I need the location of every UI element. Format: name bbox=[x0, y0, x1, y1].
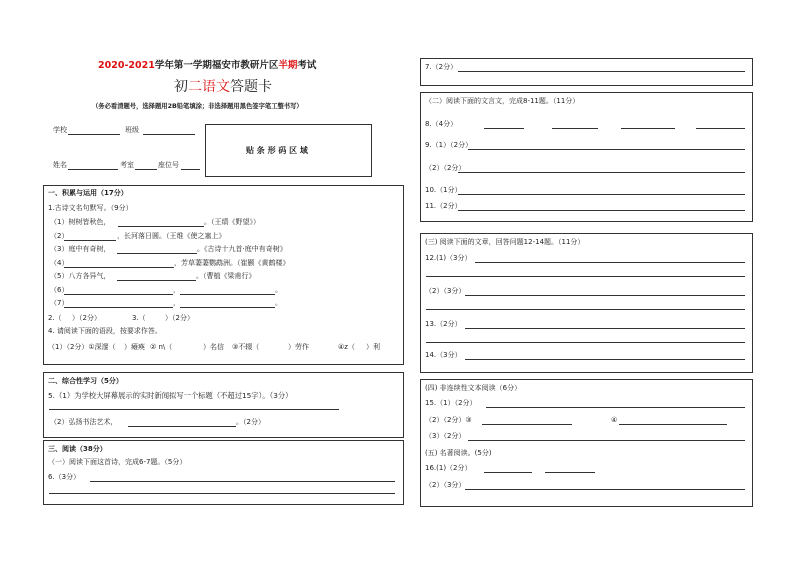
q1-5-source: 。（曹植《梁甫行》 bbox=[196, 272, 256, 280]
q6-line-2[interactable] bbox=[49, 493, 395, 494]
barcode-area bbox=[205, 124, 372, 177]
q8-blank-2[interactable] bbox=[552, 128, 598, 129]
q1-1-source: 。（王绩《野望》） bbox=[204, 218, 260, 226]
q4-1d: ）名信 bbox=[203, 343, 224, 351]
barcode-label: 贴 条 形 码 区 域 bbox=[246, 146, 308, 155]
q5-2-prefix: （2）弘扬书法艺术， bbox=[50, 418, 118, 426]
q4-1g: ④z（ bbox=[338, 343, 355, 351]
q15-1-line[interactable] bbox=[486, 407, 745, 408]
q10-line[interactable] bbox=[458, 194, 745, 195]
q6-line-1[interactable] bbox=[90, 481, 395, 482]
q15-2-mark-4: ④ bbox=[611, 416, 618, 424]
q13-line[interactable] bbox=[465, 328, 745, 329]
q5-2-blank[interactable] bbox=[128, 426, 236, 427]
right-q7-box bbox=[420, 58, 753, 86]
q10-label: 10.（1分） bbox=[425, 186, 462, 194]
exam-year: 2020-2021 bbox=[98, 60, 155, 71]
q16-2-line[interactable] bbox=[465, 489, 745, 490]
q1-6-blank-a[interactable] bbox=[64, 294, 173, 295]
q1-6-num: （6） bbox=[50, 286, 69, 294]
q12-label: 12.(1)（3分） bbox=[425, 254, 472, 262]
school-label: 学校 bbox=[53, 126, 67, 134]
sub-1-title: （一）阅读下面这首诗，完成6-7题。（5分） bbox=[48, 458, 187, 466]
q1-7-num: （7） bbox=[50, 299, 69, 307]
q9-1-line[interactable] bbox=[468, 149, 745, 150]
room-field[interactable] bbox=[135, 169, 157, 170]
q1-3-blank[interactable] bbox=[117, 253, 197, 254]
q1-2-blank[interactable] bbox=[64, 240, 116, 241]
q4-1h: ）利 bbox=[366, 343, 380, 351]
answer-card-title bbox=[174, 80, 272, 94]
q1-7-blank-b[interactable] bbox=[180, 307, 275, 308]
q4-1f: ）劳作 bbox=[288, 343, 309, 351]
q15-2-blank-3[interactable] bbox=[482, 424, 572, 425]
seat-field[interactable] bbox=[181, 169, 200, 170]
q9-label: 9.（1）（2分） bbox=[425, 141, 473, 149]
q1-3-source: 。《古诗十九首·庭中有奇树》 bbox=[197, 245, 287, 253]
q5-text: 5.（1）为学校大屏幕展示的实时新闻拟写一个标题（不超过15字）。（3分） bbox=[48, 391, 293, 400]
q7-line[interactable] bbox=[458, 71, 745, 72]
q5-1-line[interactable] bbox=[49, 409, 339, 410]
q15-2-blank-4[interactable] bbox=[619, 424, 727, 425]
q12-2-label: （2）（3分） bbox=[425, 287, 466, 295]
title-subject: 二语文 bbox=[188, 79, 230, 95]
sub-2-title: （二）阅读下面的文言文，完成8-11题。（11分） bbox=[425, 97, 580, 105]
q1-5-blank[interactable] bbox=[117, 280, 196, 281]
q1-3-prefix: （3）庭中有奇树， bbox=[50, 245, 111, 253]
q15-3-line[interactable] bbox=[468, 440, 745, 441]
title-prefix: 初 bbox=[174, 79, 188, 95]
exam-title-mid: 学年第一学期福安市教研片区 bbox=[154, 60, 279, 71]
q11-label: 11.（2分） bbox=[425, 202, 462, 210]
q5-2-suffix: 。（2分） bbox=[236, 418, 265, 426]
q16-label: 16.(1)（2分） bbox=[425, 464, 472, 472]
class-label: 班级 bbox=[125, 126, 139, 134]
q15-label: 15.（1）（2分） bbox=[425, 399, 477, 407]
q1-2-source: ，长河落日圆。（王维《使之塞上》 bbox=[117, 232, 226, 240]
q9-2-label: （2）（2分） bbox=[425, 164, 466, 172]
q8-blank-1[interactable] bbox=[484, 128, 524, 129]
title-suffix: 答题卡 bbox=[230, 79, 272, 95]
q4-1e: ③不辍（ bbox=[232, 343, 260, 351]
q2-open: 2.（ bbox=[48, 314, 62, 322]
q11-line[interactable] bbox=[458, 210, 745, 211]
q1-4-source: ，芳草萋萋鹦鹉洲。（崔颢《黄鹤楼》 bbox=[174, 259, 290, 267]
q4-1b: ）瘫痪 bbox=[124, 343, 145, 351]
section-1-title: 一、积累与运用（17分） bbox=[48, 189, 128, 197]
q13-line-2[interactable] bbox=[426, 342, 745, 343]
q12-1-line[interactable] bbox=[475, 262, 745, 263]
q1-1-blank[interactable] bbox=[118, 226, 204, 227]
q16-1-blank-b[interactable] bbox=[545, 472, 595, 473]
q1-4-num: （4） bbox=[50, 259, 69, 267]
q16-1-blank-a[interactable] bbox=[484, 472, 532, 473]
q13-label: 13.（2分） bbox=[425, 320, 462, 328]
q1-5-prefix: （5）八方各异气， bbox=[50, 272, 111, 280]
class-field[interactable] bbox=[143, 134, 195, 135]
q9-2-line[interactable] bbox=[458, 172, 745, 173]
room-label: 考室 bbox=[120, 161, 134, 169]
q1-7-comma: ， bbox=[173, 299, 180, 307]
q3-open: 3.（ bbox=[132, 314, 146, 322]
section-2b-box bbox=[420, 92, 753, 222]
name-field[interactable] bbox=[68, 169, 118, 170]
q1-7-period: 。 bbox=[275, 299, 282, 307]
q1-text: 1.古诗文名句默写。（9分） bbox=[48, 204, 133, 212]
exam-title-end: 考试 bbox=[297, 60, 317, 71]
sub-4-title: (四) 非连续性文本阅读（6分） bbox=[425, 384, 522, 392]
q6-label: 6.（3分） bbox=[48, 473, 81, 481]
q16-2-label: （2）（3分） bbox=[425, 481, 466, 489]
q1-2-num: （2） bbox=[50, 232, 69, 240]
school-field[interactable] bbox=[68, 134, 120, 135]
exam-title bbox=[98, 61, 316, 71]
q12-2-line-2[interactable] bbox=[426, 309, 745, 310]
seat-label: 座位号 bbox=[158, 161, 179, 169]
q7-label: 7.（2分） bbox=[425, 63, 458, 71]
name-label: 姓名 bbox=[53, 161, 67, 169]
sub-5-title: (五) 名著阅读。(5分) bbox=[425, 449, 492, 457]
q4-text: 4. 请阅读下面的语段，按要求作答。 bbox=[48, 327, 162, 335]
q2-close: ）（2分） bbox=[72, 314, 101, 322]
q1-6-period: 。 bbox=[275, 286, 282, 294]
q14-label: 14.（3分） bbox=[425, 351, 462, 359]
q8-blank-4[interactable] bbox=[696, 128, 745, 129]
q8-label: 8.（4分） bbox=[425, 120, 458, 128]
exam-title-red: 半期 bbox=[278, 60, 298, 71]
q3-close: ）（2分） bbox=[165, 314, 194, 322]
section-3-title: 三、阅读（38分） bbox=[48, 445, 107, 453]
q8-blank-3[interactable] bbox=[621, 128, 675, 129]
q4-1a: （1）（2分）①深邃（ bbox=[48, 343, 116, 351]
q1-6-comma: ， bbox=[173, 286, 180, 294]
q1-1-prefix: （1）树树皆秋色， bbox=[50, 218, 111, 226]
q12-2-line[interactable] bbox=[465, 295, 745, 296]
q1-7-blank-a[interactable] bbox=[64, 307, 173, 308]
q4-1c: ② n\（ bbox=[150, 343, 173, 351]
q15-3-label: （3）（2分） bbox=[425, 432, 466, 440]
q14-line[interactable] bbox=[465, 359, 745, 360]
sub-3-title: (三) 阅读下面的文章，回答问题12-14题。（11分） bbox=[425, 238, 585, 246]
q15-2-label: （2）（2分）③ bbox=[425, 416, 472, 424]
q1-6-blank-b[interactable] bbox=[180, 294, 275, 295]
section-2-title: 二、综合性学习（5分） bbox=[48, 377, 123, 385]
notice-text: （务必看清题号，选择题用2B铅笔填涂；非选择题用黑色签字笔工整书写） bbox=[92, 103, 303, 110]
q1-4-blank[interactable] bbox=[64, 267, 174, 268]
q12-1-line-2[interactable] bbox=[426, 276, 745, 277]
